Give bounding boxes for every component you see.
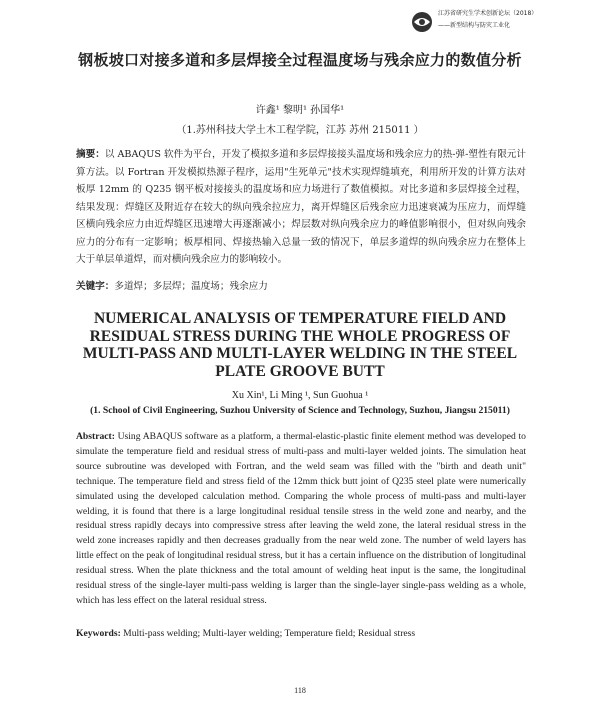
zh-abstract: [76, 146, 526, 269]
zh-affiliation: （1.苏州科技大学土木工程学院，江苏 苏州 215011 ）: [176, 125, 424, 136]
en-abstract: [76, 430, 526, 609]
en-keywords-text: Multi-pass welding; Multi-layer welding; Temperature field; Residual stress: [123, 628, 416, 639]
zh-abstract-label: 摘要：: [76, 149, 105, 160]
zh-abstract-text: 以 ABAQUS 软件为平台，开发了模拟多道和多层焊接接头温度场和残余应力的热-弹-塑性有限元计算方法。以 Fortran 开发模拟热源子程序，运用"生死单元"技术实现焊缝填充，利用所开发的计算方法对板厚 12mm 的 Q235 钢平板对接接头的温度场和应力场进行了数值模拟。对比多道和多层焊接全过程，结果发现：焊缝区及附近存在较大的纵向残余拉应力，离开焊缝区后残余应力迅速衰减为压应力，而焊缝区横向残余应力由近焊缝区迅速增大再逐渐减小；焊层数对纵向残余应力的峰值影响很小，但对纵向残余应力的分布有一定影响；板厚相同、焊接热输入总量一致的情况下，单层多道焊的纵向残余应力在整体上大于单层单道焊，而对横向残余应力的影响较小。: [76, 149, 526, 265]
journal-header: [424, 8, 544, 29]
journal-header-line2: ——新型结构与防灾工业化: [438, 22, 511, 29]
journal-header-line1: 江苏省研究生学术创新论坛（2018）: [438, 10, 538, 17]
zh-keywords-label: 关键字：: [76, 281, 115, 292]
en-abstract-text: Using ABAQUS software as a platform, a thermal-elastic-plastic finite element method was developed to simulate the temperature field and residual stress of multi-pass and multi-layer welded joints. The simulation heat source subroutine was developed with Fortran, and the weld seam was filled with the "birth and death unit" technique. The temperature field and stress field of the 12mm thick butt joint of Q235 steel plate were numerically simulated using the developed calculation method. Comparing the whole process of multi-pass and multi-layer welding, it is found that there is a large longitudinal residual tensile stress in the weld zone and nearby, and the residual stress rapidly decays into compressive stress after leaving the weld zone, the lateral residual stress in the weld zone increases rapidly and then decreases gradually from the near weld zone. The number of weld layers has little effect on the peak of longitudinal residual stress, but it has a certain influence on the distribution of longitudinal residual stress. When the plate thickness and the total amount of welding heat input is the same, the longitudinal residual stress of the single-layer multi-pass welding is larger than the single-layer single-pass welding as a whole, which has less effect on the lateral residual stress.: [76, 431, 526, 606]
en-abstract-label: Abstract:: [76, 431, 115, 442]
page-number: 118: [294, 686, 306, 695]
en-keywords-label: Keywords:: [76, 628, 121, 639]
en-affiliation: (1. School of Civil Engineering, Suzhou University of Science and Technology, Suzhou, Jiangsu 215011): [90, 405, 510, 416]
en-title: NUMERICAL ANALYSIS OF TEMPERATURE FIELD AND RESIDUAL STRESS DURING THE WHOLE PROGRESS OF MULTI-PASS AND MULTI-LAYER WELDING IN THE STEEL PLATE GROOVE BUTT: [82, 310, 518, 380]
zh-authors: 许鑫¹ 黎明¹ 孙国华¹: [255, 105, 345, 116]
forum-logo-icon: [408, 10, 436, 34]
en-authors: Xu Xin¹, Li Ming ¹, Sun Guohua ¹: [231, 390, 369, 401]
zh-keywords: [76, 278, 526, 292]
zh-title: 钢板坡口对接多道和多层焊接全过程温度场与残余应力的数值分析: [78, 51, 522, 69]
en-keywords: [76, 628, 526, 639]
zh-keywords-text: 多道焊；多层焊；温度场；残余应力: [114, 281, 268, 292]
